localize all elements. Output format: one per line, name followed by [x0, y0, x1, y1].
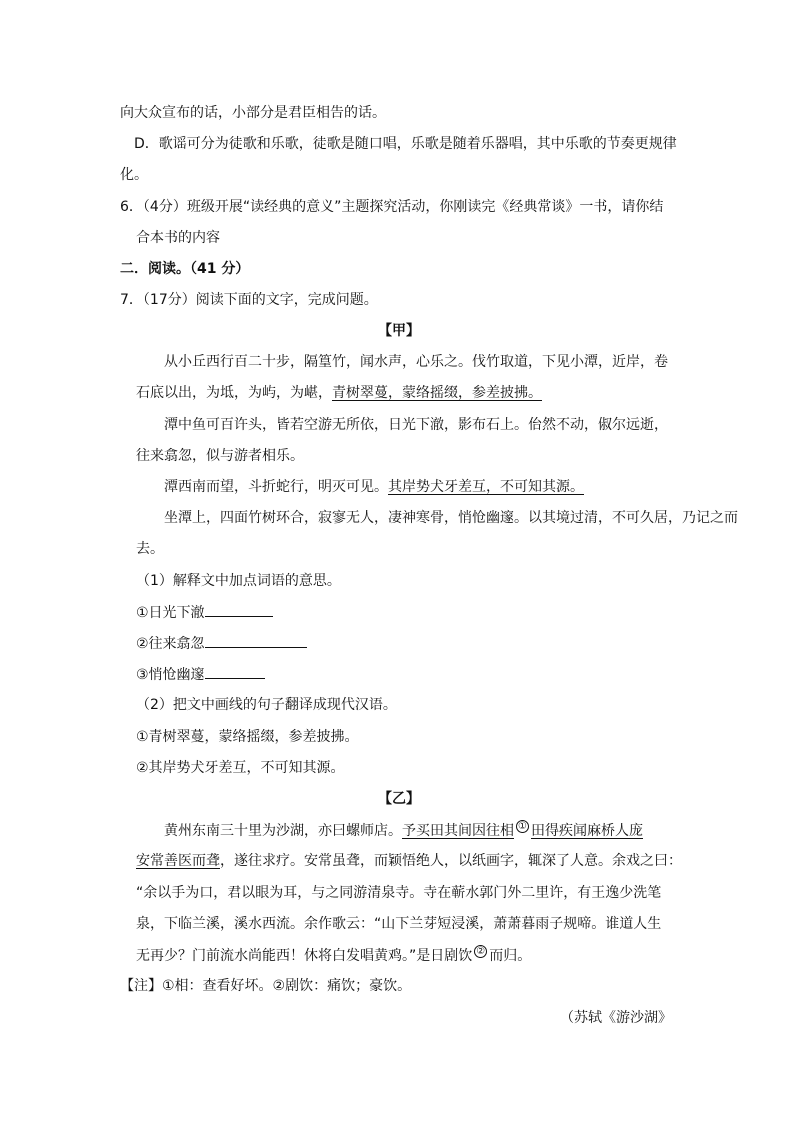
note-marker: ②: [474, 945, 487, 958]
question-6: 6．（4分）班级开展“读经典的意义”主题探究活动，你刚读完《经典常谈》一书，请你结: [120, 199, 664, 215]
answer-blank[interactable]: [205, 602, 273, 617]
passage-text: ，遂往求疗。安常虽聋，而颖悟绝人，以纸画字，辄深了人意。余戏之曰：: [220, 853, 682, 869]
underlined-sentence: 予买田其间因往相: [402, 823, 514, 839]
underlined-sentence: 安常善医而聋: [136, 853, 220, 869]
underlined-sentence: 青树翠蔓，蒙络摇缀，参差披拂。: [332, 385, 542, 401]
fill-item: [136, 633, 307, 654]
sub-question-2: （2）把文中画线的句子翻译成现代汉语。: [136, 697, 397, 713]
passage-text: 黄州东南三十里为沙湖，亦曰螺师店。: [164, 823, 402, 839]
text-line: 化。: [120, 167, 148, 183]
passage-text: 无再少？门前流水尚能西！休将白发唱黄鸡。”是日剧饮: [136, 948, 473, 964]
question-7: 7．（17分）阅读下面的文字，完成问题。: [120, 292, 378, 308]
source-citation: （苏轼《游沙湖》: [560, 1010, 672, 1026]
passage-yi-title: 【乙】: [378, 791, 420, 807]
passage-line: [164, 820, 643, 841]
text-line: 向大众宣布的话，小部分是君臣相告的话。: [120, 105, 386, 121]
passage-line: 往来翕忽，似与游者相乐。: [136, 448, 304, 464]
question-6-continued: 合本书的内容: [136, 230, 220, 246]
fill-item: [136, 664, 265, 685]
sub-question-1: （1）解释文中加点词语的意思。: [136, 573, 341, 589]
passage-line: [136, 851, 682, 871]
passage-text: 石底以出，为坻，为屿，为嵁，: [136, 385, 332, 401]
option-d: D．歌谣可分为徒歌和乐歌，徒歌是随口唱，乐歌是随着乐器唱，其中乐歌的节奏更规律: [134, 136, 677, 152]
translate-item: ①青树翠蔓，蒙络摇缀，参差披拂。: [136, 729, 359, 745]
fill-label: ②往来翕忽: [136, 636, 205, 652]
passage-line: 泉，下临兰溪，溪水西流。余作歌云：“山下兰芽短浸溪，萧萧暮雨子规啼。谁道人生: [136, 916, 662, 932]
annotation-note: 【注】①相：查看好坏。②剧饮：痛饮；豪饮。: [120, 978, 412, 994]
passage-jia-title: 【甲】: [378, 323, 420, 339]
fill-item: [136, 602, 273, 623]
passage-text: 潭西南而望，斗折蛇行，明灭可见。: [164, 479, 388, 495]
fill-label: ③悄怆幽邃: [136, 667, 205, 683]
passage-line: 去。: [136, 541, 164, 557]
passage-line: [136, 383, 542, 403]
passage-line: 坐潭上，四面竹树环合，寂寥无人，凄神寒骨，悄怆幽邃。以其境过清，不可久居，乃记之而: [164, 510, 738, 526]
passage-line: “余以手为口，君以眼为耳，与之同游清泉寺。寺在蕲水郭门外二里许，有王逸少洗笔: [136, 885, 662, 901]
passage-line: 潭中鱼可百许头，皆若空游无所依，日光下澈，影布石上。佁然不动，俶尔远逝，: [164, 417, 668, 433]
note-marker: ①: [516, 820, 529, 833]
section-heading: 二．阅读。（41 分）: [120, 261, 250, 277]
passage-line: 从小丘西行百二十步，隔篁竹，闻水声，心乐之。伐竹取道，下见小潭，近岸，卷: [164, 354, 668, 370]
translate-item: ②其岸势犬牙差互，不可知其源。: [136, 760, 345, 776]
passage-line: [136, 945, 531, 966]
answer-blank[interactable]: [205, 633, 307, 648]
answer-blank[interactable]: [205, 664, 265, 679]
underlined-sentence: 其岸势犬牙差互，不可知其源。: [388, 479, 584, 495]
fill-label: ①日光下澈: [136, 605, 205, 621]
passage-text: 而归。: [489, 948, 532, 964]
passage-line: [164, 477, 584, 497]
underlined-sentence: 田得疾闻麻桥人庞: [531, 823, 643, 839]
